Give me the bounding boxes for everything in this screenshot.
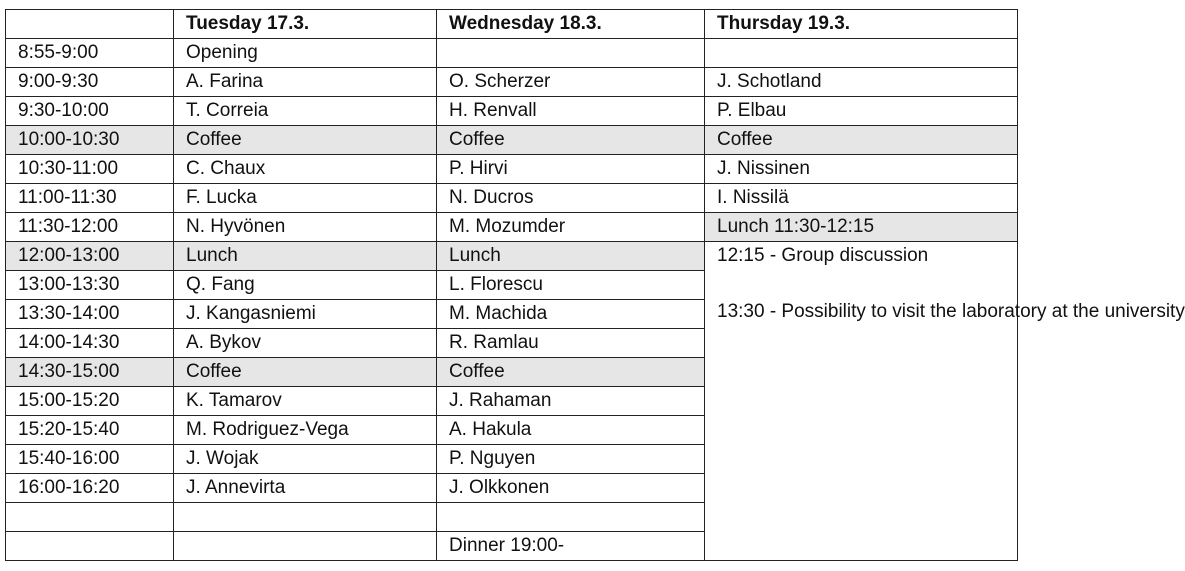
time-cell: 15:00-15:20 — [6, 387, 174, 416]
time-cell: 12:00-13:00 — [6, 242, 174, 271]
time-cell: 14:00-14:30 — [6, 329, 174, 358]
wednesday-cell: O. Scherzer — [437, 68, 705, 97]
thursday-cell: Coffee — [705, 126, 1018, 155]
wednesday-cell — [437, 503, 705, 532]
time-cell: 11:30-12:00 — [6, 213, 174, 242]
time-cell: 8:55-9:00 — [6, 39, 174, 68]
thursday-afternoon-cell — [705, 242, 1185, 561]
time-cell: 13:00-13:30 — [6, 271, 174, 300]
tuesday-cell: Coffee — [174, 358, 437, 387]
thursday-cell: J. Schotland — [705, 68, 1018, 97]
thursday-cell: P. Elbau — [705, 97, 1018, 126]
schedule-body — [6, 39, 1185, 561]
header-row — [6, 10, 1018, 39]
wednesday-cell: R. Ramlau — [437, 329, 705, 358]
tuesday-cell: N. Hyvönen — [174, 213, 437, 242]
spacer — [717, 270, 1017, 298]
header-tuesday: Tuesday 17.3. — [174, 10, 437, 39]
tuesday-cell: T. Correia — [174, 97, 437, 126]
thursday-cell: J. Nissinen — [705, 155, 1018, 184]
wednesday-cell: J. Olkkonen — [437, 474, 705, 503]
wednesday-cell: Coffee — [437, 358, 705, 387]
tuesday-cell: C. Chaux — [174, 155, 437, 184]
tuesday-cell: M. Rodriguez-Vega — [174, 416, 437, 445]
wednesday-cell: J. Rahaman — [437, 387, 705, 416]
time-cell: 9:00-9:30 — [6, 68, 174, 97]
time-cell: 10:30-11:00 — [6, 155, 174, 184]
time-cell: 11:00-11:30 — [6, 184, 174, 213]
wednesday-cell: N. Ducros — [437, 184, 705, 213]
schedule-row — [6, 184, 1018, 213]
header-wednesday: Wednesday 18.3. — [437, 10, 705, 39]
tuesday-cell: J. Wojak — [174, 445, 437, 474]
time-cell: 16:00-16:20 — [6, 474, 174, 503]
time-cell: 15:20-15:40 — [6, 416, 174, 445]
tuesday-cell: J. Annevirta — [174, 474, 437, 503]
wednesday-cell: M. Mozumder — [437, 213, 705, 242]
wednesday-cell: Coffee — [437, 126, 705, 155]
tuesday-cell: K. Tamarov — [174, 387, 437, 416]
tuesday-cell — [174, 503, 437, 532]
thursday-cell — [705, 39, 1018, 68]
schedule-row — [6, 155, 1018, 184]
schedule-table — [5, 9, 1185, 561]
wednesday-cell: Dinner 19:00- — [437, 532, 705, 561]
tuesday-cell: Opening — [174, 39, 437, 68]
wednesday-cell: P. Hirvi — [437, 155, 705, 184]
wednesday-cell: Lunch — [437, 242, 705, 271]
time-cell — [6, 532, 174, 561]
schedule-row — [6, 213, 1018, 242]
thursday-cell: Lunch 11:30-12:15 — [705, 213, 1018, 242]
tuesday-cell: J. Kangasniemi — [174, 300, 437, 329]
wednesday-cell: H. Renvall — [437, 97, 705, 126]
time-cell: 10:00-10:30 — [6, 126, 174, 155]
schedule-row — [6, 126, 1018, 155]
time-cell: 15:40-16:00 — [6, 445, 174, 474]
time-cell: 9:30-10:00 — [6, 97, 174, 126]
tuesday-cell: F. Lucka — [174, 184, 437, 213]
schedule-row — [6, 97, 1018, 126]
tuesday-cell: Lunch — [174, 242, 437, 271]
header-time — [6, 10, 174, 39]
tuesday-cell: A. Farina — [174, 68, 437, 97]
time-cell — [6, 503, 174, 532]
wednesday-cell: P. Nguyen — [437, 445, 705, 474]
schedule-row — [6, 242, 1018, 271]
wednesday-cell — [437, 39, 705, 68]
lab-visit-text: 13:30 - Possibility to visit the laboratory at the university — [717, 301, 1185, 322]
wednesday-cell: L. Florescu — [437, 271, 705, 300]
schedule-row — [6, 39, 1018, 68]
wednesday-cell: M. Machida — [437, 300, 705, 329]
time-cell: 14:30-15:00 — [6, 358, 174, 387]
wednesday-cell: A. Hakula — [437, 416, 705, 445]
tuesday-cell: Coffee — [174, 126, 437, 155]
schedule-row — [6, 68, 1018, 97]
header-thursday: Thursday 19.3. — [705, 10, 1018, 39]
thursday-cell: I. Nissilä — [705, 184, 1018, 213]
tuesday-cell: A. Bykov — [174, 329, 437, 358]
time-cell: 13:30-14:00 — [6, 300, 174, 329]
tuesday-cell: Q. Fang — [174, 271, 437, 300]
group-discussion-text: 12:15 - Group discussion — [717, 245, 929, 266]
tuesday-cell — [174, 532, 437, 561]
